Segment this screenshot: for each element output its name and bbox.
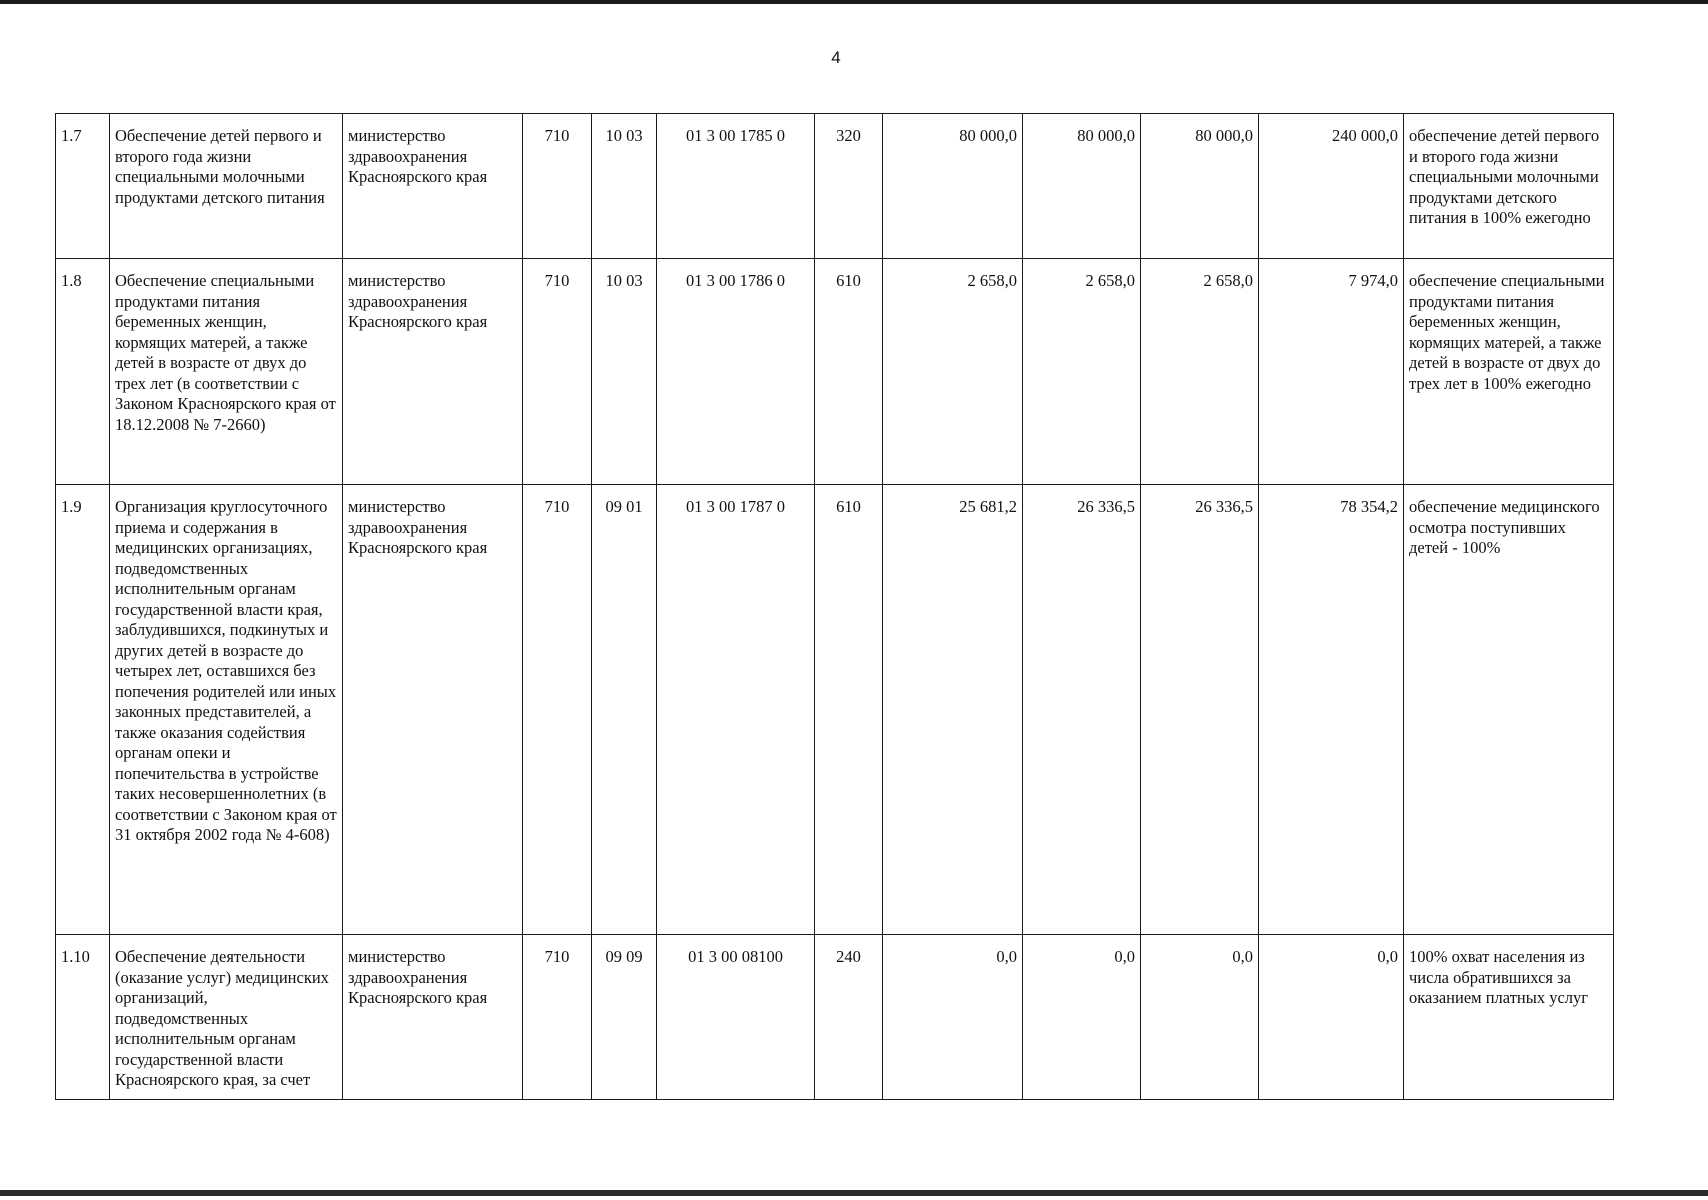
target-item-code: 01 3 00 1785 0 — [657, 114, 815, 259]
grbs-code: 710 — [523, 935, 592, 1100]
total-amount: 7 974,0 — [1259, 259, 1404, 485]
executor: министерство здравоохранения Красноярского края — [343, 114, 523, 259]
activity-name: Обеспечение специальными продуктами питания беременных женщин, кормящих матерей, а также детей в возрасте от двух до трех лет (в соответствии с Законом Красноярского края от 18.12.2008 № 7-2660) — [110, 259, 343, 485]
section-code: 10 03 — [592, 114, 657, 259]
year3-amount: 2 658,0 — [1141, 259, 1259, 485]
row-number: 1.7 — [56, 114, 110, 259]
section-code: 09 09 — [592, 935, 657, 1100]
year2-amount: 0,0 — [1023, 935, 1141, 1100]
activity-name: Обеспечение детей первого и второго года жизни специальными молочными продуктами детского питания — [110, 114, 343, 259]
budget-table — [55, 113, 1614, 1100]
target-item-code: 01 3 00 08100 — [657, 935, 815, 1100]
year1-amount: 25 681,2 — [883, 485, 1023, 935]
grbs-code: 710 — [523, 259, 592, 485]
page-number: 4 — [831, 48, 841, 67]
section-code: 09 01 — [592, 485, 657, 935]
year1-amount: 2 658,0 — [883, 259, 1023, 485]
expense-type-code: 610 — [815, 485, 883, 935]
year1-amount: 80 000,0 — [883, 114, 1023, 259]
expense-type-code: 320 — [815, 114, 883, 259]
executor: министерство здравоохранения Красноярского края — [343, 485, 523, 935]
activity-name: Обеспечение деятельности (оказание услуг) медицинских организаций, подведомственных исполнительным органам государственной власти Красноярского края, за счет — [110, 935, 343, 1100]
total-amount: 240 000,0 — [1259, 114, 1404, 259]
section-code: 10 03 — [592, 259, 657, 485]
expense-type-code: 240 — [815, 935, 883, 1100]
row-number: 1.10 — [56, 935, 110, 1100]
target-item-code: 01 3 00 1787 0 — [657, 485, 815, 935]
year3-amount: 0,0 — [1141, 935, 1259, 1100]
scan-edge-bottom — [0, 1190, 1708, 1196]
target-item-code: 01 3 00 1786 0 — [657, 259, 815, 485]
expected-result: 100% охват населения из числа обратившихся за оказанием платных услуг — [1404, 935, 1614, 1100]
grbs-code: 710 — [523, 485, 592, 935]
table-row — [56, 485, 1614, 935]
row-number: 1.9 — [56, 485, 110, 935]
grbs-code: 710 — [523, 114, 592, 259]
executor: министерство здравоохранения Красноярского края — [343, 935, 523, 1100]
total-amount: 78 354,2 — [1259, 485, 1404, 935]
year1-amount: 0,0 — [883, 935, 1023, 1100]
expense-type-code: 610 — [815, 259, 883, 485]
activity-name: Организация круглосуточного приема и содержания в медицинских организациях, подведомственных исполнительным органам государственной власти края, заблудившихся, подкинутых и других детей в возрасте до четырех лет, оставшихся без попечения родителей или иных законных представителей, а также оказания содействия органам опеки и попечительства в устройстве таких несовершеннолетних (в соответствии с Законом края от 31 октября 2002 года № 4-608) — [110, 485, 343, 935]
year2-amount: 26 336,5 — [1023, 485, 1141, 935]
year3-amount: 80 000,0 — [1141, 114, 1259, 259]
scan-edge-top — [0, 0, 1708, 4]
row-number: 1.8 — [56, 259, 110, 485]
expected-result: обеспечение медицинского осмотра поступивших детей - 100% — [1404, 485, 1614, 935]
executor: министерство здравоохранения Красноярского края — [343, 259, 523, 485]
table-row — [56, 259, 1614, 485]
expected-result: обеспечение детей первого и второго года жизни специальными молочными продуктами детского питания в 100% ежегодно — [1404, 114, 1614, 259]
year2-amount: 80 000,0 — [1023, 114, 1141, 259]
table-row — [56, 935, 1614, 1100]
table-row — [56, 114, 1614, 259]
expected-result: обеспечение специальными продуктами питания беременных женщин, кормящих матерей, а также детей в возрасте от двух до трех лет в 100% ежегодно — [1404, 259, 1614, 485]
total-amount: 0,0 — [1259, 935, 1404, 1100]
year3-amount: 26 336,5 — [1141, 485, 1259, 935]
year2-amount: 2 658,0 — [1023, 259, 1141, 485]
